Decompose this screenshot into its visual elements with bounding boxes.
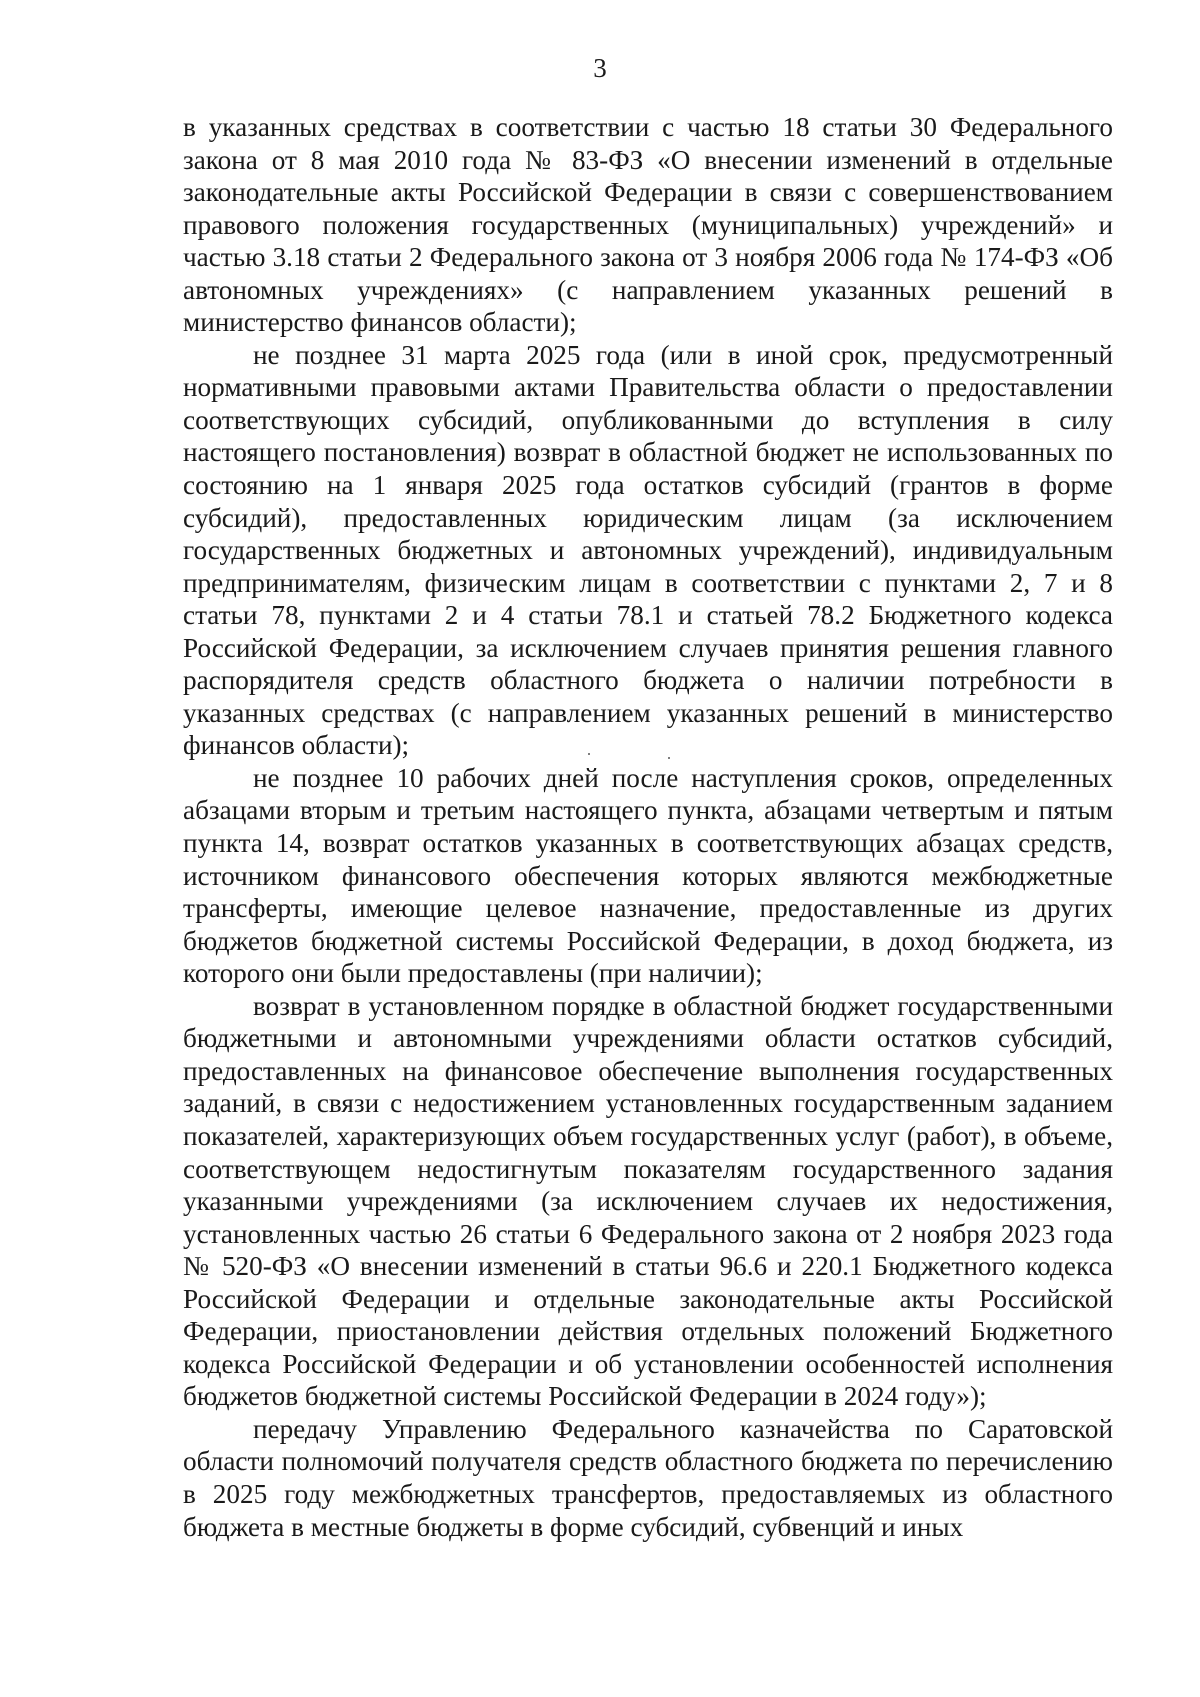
paragraph-subsidy-return-deadline: не позднее 31 марта 2025 года (или в иной срок, предусмотренный нормативными правовыми актами Правительства области о предоставлении соответствующих субсидий, опубликованными до вступления в силу настоящего постановления) возврат в областной бюджет не использованных по состоянию на 1 января 2025 года остатков субсидий (грантов в форме субсидий), предоставленных юридическим лицам (за исключением государственных бюджетных и автономных учреждений), индивидуальным предпринимателям, физическим лицам в соответствии с пунктами 2, 7 и 8 статьи 78, пунктами 2 и 4 статьи 78.1 и статьей 78.2 Бюджетного кодекса Российской Федерации, за исключением случаев принятия решения главного распорядителя средств областного бюджета о наличии потребности в указанных средствах (с направлением указанных решений в министерство финансов области); [183,339,1113,761]
scan-speck [668,757,670,759]
paragraph-state-assignment-subsidies: возврат в установленном порядке в областной бюджет государственными бюджетными и автономными учреждениями области остатков субсидий, предоставленных на финансовое обеспечение выполнения государственных заданий, в связи с недостижением установленных государственным заданием показателей, характеризующих объем государственных услуг (работ), в объеме, соответствующем недостигнутым показателям государственного задания указанными учреждениями (за исключением случаев их недостижения, установленных частью 26 статьи 6 Федерального закона от 2 ноября 2023 года № 520-ФЗ «О внесении изменений в статьи 96.6 и 220.1 Бюджетного кодекса Российской Федерации и отдельные законодательные акты Российской Федерации, приостановлении действия отдельных положений Бюджетного кодекса Российской Федерации и об установлении особенностей исполнения бюджетов бюджетной системы Российской Федерации в 2024 году»); [183,990,1113,1412]
document-body [183,111,1113,1543]
scan-speck [588,753,590,755]
paragraph-treasury-powers-transfer: передачу Управлению Федерального казначейства по Саратовской области полномочий получателя средств областного бюджета по перечислению в 2025 году межбюджетных трансфертов, предоставляемых из областного бюджета в местные бюджеты в форме субсидий, субвенций и иных [183,1413,1113,1542]
page-number: 3 [593,53,607,83]
paragraph-interbudget-transfers-return: не позднее 10 рабочих дней после наступления сроков, определенных абзацами вторым и третьим настоящего пункта, абзацами четвертым и пятым пункта 14, возврат остатков указанных в соответствующих абзацах средств, источником финансового обеспечения которых являются межбюджетные трансферты, имеющие целевое назначение, предоставленные из других бюджетов бюджетной системы Российской Федерации, в доход бюджета, из которого они были предоставлены (при наличии); [183,762,1113,989]
paragraph-continuation: в указанных средствах в соответствии с частью 18 статьи 30 Федерального закона от 8 мая 2010 года № 83-ФЗ «О внесении изменений в отдельные законодательные акты Российской Федерации в связи с совершенствованием правового положения государственных (муниципальных) учреждений» и частью 3.18 статьи 2 Федерального закона от 3 ноября 2006 года № 174-ФЗ «Об автономных учреждениях» (с направлением указанных решений в министерство финансов области); [183,112,1113,338]
